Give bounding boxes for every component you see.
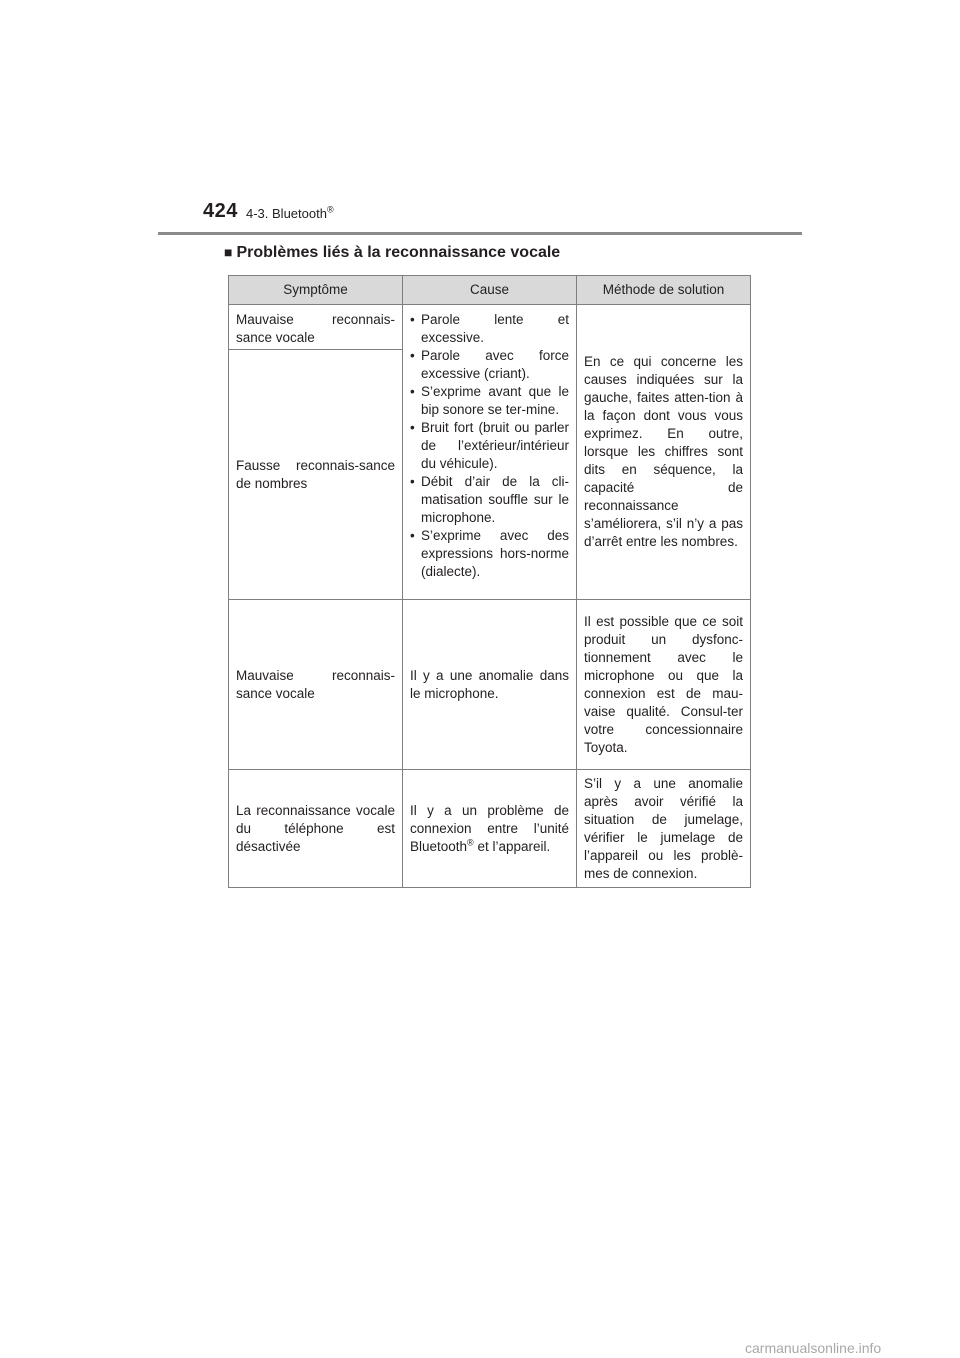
cause-text-end: et l’appareil. <box>473 838 551 854</box>
heading-square-marker: ■ <box>224 244 233 260</box>
page-number: 424 <box>203 200 238 222</box>
registered-mark: ® <box>326 204 334 215</box>
table-row <box>229 770 751 888</box>
list-item: • Parole lente et excessive. <box>410 311 569 347</box>
section-heading <box>224 244 560 262</box>
symptom-cell: Mauvaise reconnais-sance vocale <box>229 305 403 350</box>
list-item: • Parole avec force excessive (criant). <box>410 347 569 383</box>
symptom-cell: La reconnaissance vocale du téléphone est désactivée <box>229 770 403 888</box>
list-item: • Bruit fort (bruit ou parler de l’extérieur/intérieur du véhicule). <box>410 419 569 473</box>
solution-cell: S’il y a une anomalie après avoir vérifié la situation de jumelage, vérifier le jumelage de l’appareil ou les problè-mes de connexion. <box>577 770 751 888</box>
voice-recognition-table <box>228 275 751 888</box>
cause-list <box>410 311 569 581</box>
column-header-symptom: Symptôme <box>229 276 403 305</box>
list-item: • S’exprime avec des expressions hors-norme (dialecte). <box>410 527 569 581</box>
section-reference <box>246 206 334 221</box>
list-item: • S’exprime avant que le bip sonore se ter-mine. <box>410 383 569 419</box>
symptom-cell: Fausse reconnais-sance de nombres <box>229 350 403 600</box>
registered-mark: ® <box>467 837 474 847</box>
symptom-cell: Mauvaise reconnais-sance vocale <box>229 600 403 770</box>
solution-cell: En ce qui concerne les causes indiquées sur la gauche, faites atten-tion à la façon dont vous vous exprimez. En outre, lorsque les chiffres sont dits en séquence, la capacité de reconnaissance s’améliorera, s’il n’y a pas d’arrêt entre les nombres. <box>577 305 751 600</box>
heading-text: Problèmes liés à la reconnaissance vocale <box>236 244 561 261</box>
solution-cell: Il est possible que ce soit produit un dysfonc-tionnement avec le microphone ou que la connexion est de mau-vaise qualité. Consul-ter votre concessionnaire Toyota. <box>577 600 751 770</box>
cause-text: Il y a un problème de connexion entre l’unité Bluetooth <box>410 802 569 854</box>
column-header-solution: Méthode de solution <box>577 276 751 305</box>
table-header-row <box>229 276 751 305</box>
table-row <box>229 305 751 350</box>
table-row <box>229 600 751 770</box>
list-item: • Débit d’air de la cli-matisation souffle sur le microphone. <box>410 473 569 527</box>
cause-cell: Il y a une anomalie dans le microphone. <box>403 600 577 770</box>
watermark: carmanualsonline.info <box>745 1340 882 1356</box>
cause-cell <box>403 305 577 600</box>
column-header-cause: Cause <box>403 276 577 305</box>
cause-cell <box>403 770 577 888</box>
section-ref-text: 4-3. Bluetooth <box>246 206 327 221</box>
header-divider <box>158 232 802 235</box>
